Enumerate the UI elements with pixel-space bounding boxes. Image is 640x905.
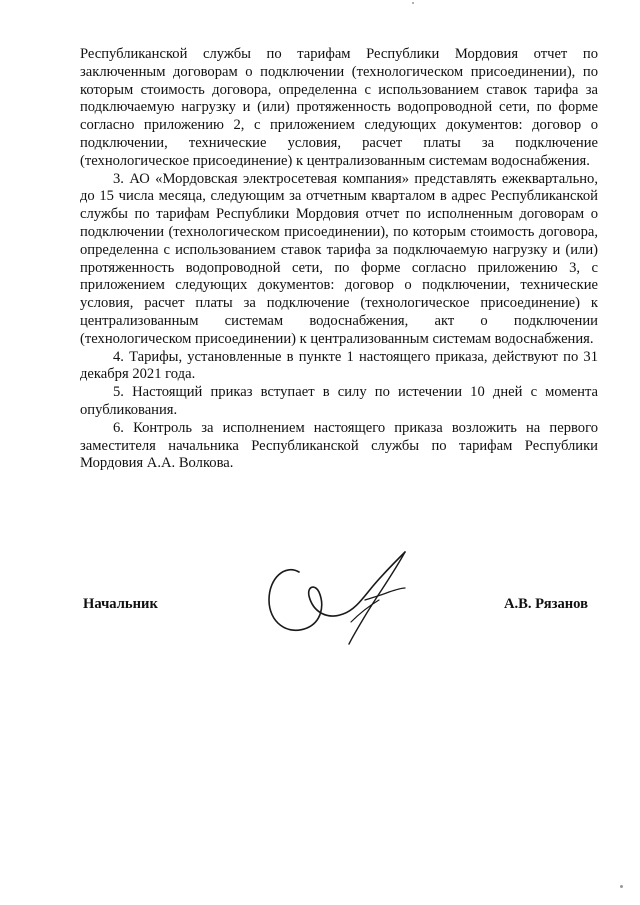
scan-speck [412, 2, 414, 4]
scan-speck [620, 885, 623, 888]
signatory-title: Начальник [83, 596, 158, 612]
document-body [80, 46, 598, 473]
paragraph-6: 6. Контроль за исполнением настоящего приказа возложить на первого заместителя начальника Республиканской службы по тарифам Республики Мордовия А.А. Волкова. [80, 419, 598, 472]
paragraph-4: 4. Тарифы, установленные в пункте 1 настоящего приказа, действуют по 31 декабря 2021 года. [80, 348, 598, 383]
signatory-name: А.В. Рязанов [503, 596, 588, 612]
paragraph-3: 3. АО «Мордовская электросетевая компания» представлять ежеквартально, до 15 числа месяца, следующим за отчетным кварталом в адрес Республиканской службы по тарифам Республики Мордовия отчет по исполненным договорам о подключении (технологическом присоединении), по которым стоимость договора, определенна с использованием ставок тарифа за подключаемую нагрузку и (или) протяженность водопроводной сети, по форме согласно приложению 3, с приложением следующих документов: договор о подключении, технические условия, расчет платы за подключение (технологическое присоединение) к централизованным системам водоснабжения, акт о подключении (технологическом присоединении) к централизованным системам водоснабжения. [80, 170, 598, 347]
signature-row [0, 596, 640, 616]
paragraph-5: 5. Настоящий приказ вступает в силу по истечении 10 дней с момента опубликования. [80, 384, 598, 418]
paragraph-continuation: Республиканской службы по тарифам Республики Мордовия отчет по заключенным договорам о подключении (технологическом присоединении), по которым стоимость договора, определенна с использованием ставок тарифа за подключаемую нагрузку и (или) протяженность водопроводной сети, по форме согласно приложению 2, с приложением следующих документов: договор о подключении, технические условия, расчет платы за подключение (технологическое присоединение) к централизованным системам водоснабжения. [80, 46, 598, 169]
